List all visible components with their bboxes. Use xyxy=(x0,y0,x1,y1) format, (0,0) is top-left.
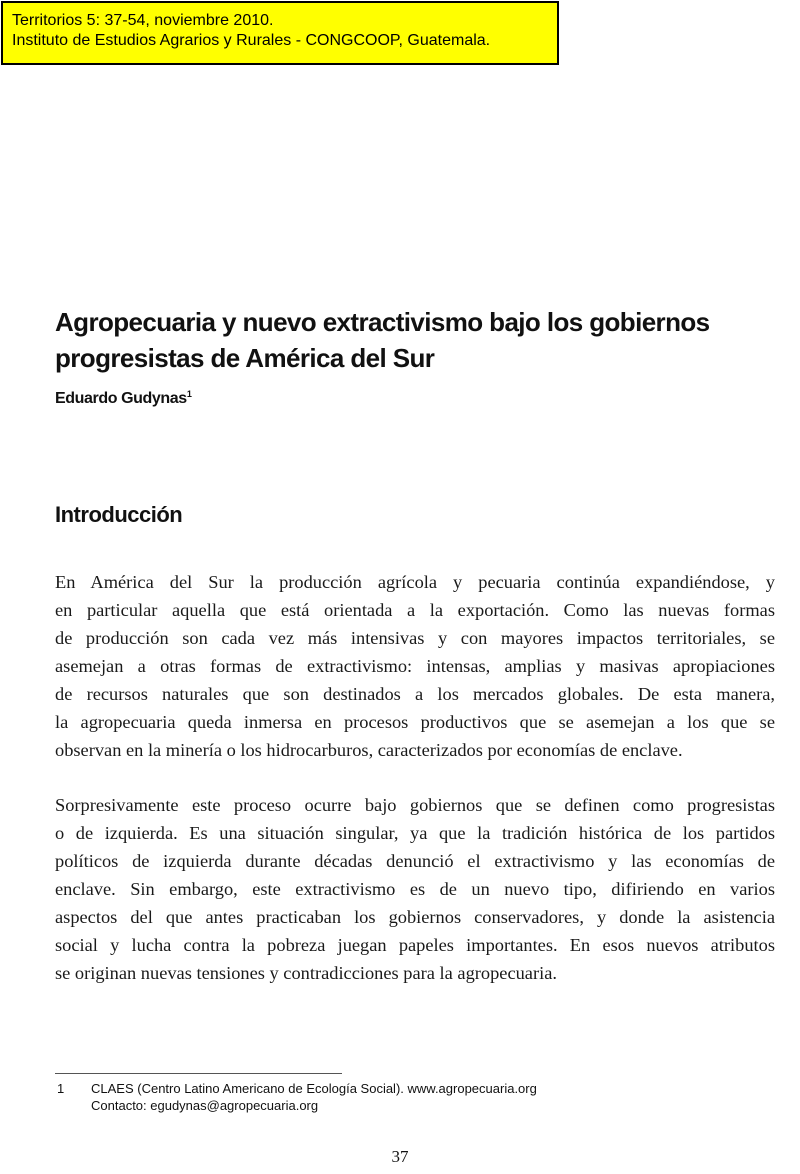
paragraph-line: En América del Sur la producción agrícola y pecuaria continúa expandiéndose, y xyxy=(55,572,775,592)
article-title-line: progresistas de América del Sur xyxy=(55,343,435,373)
paragraph-line: de recursos naturales que son destinados a los mercados globales. De esta manera, xyxy=(55,684,775,704)
paragraph-line: aspectos del que antes practicaban los gobiernos conservadores, y donde la asistencia xyxy=(55,907,775,927)
paragraph-line: asemejan a otras formas de extractivismo: intensas, amplias y masivas apropiaciones xyxy=(55,656,775,676)
paragraph-line: se originan nuevas tensiones y contradicciones para la agropecuaria. xyxy=(55,963,557,983)
paragraph-line: de producción son cada vez más intensivas y con mayores impactos territoriales, se xyxy=(55,628,775,648)
footnote-affiliation: CLAES (Centro Latino Americano de Ecología Social). www.agropecuaria.org xyxy=(91,1081,537,1096)
author-footnote-mark: 1 xyxy=(186,389,192,399)
paragraph-line: la agropecuaria queda inmersa en procesos productivos que se asemejan a los que se xyxy=(55,712,775,732)
paragraph-line: enclave. Sin embargo, este extractivismo es de un nuevo tipo, difiriendo en varios xyxy=(55,879,775,899)
footnote-divider xyxy=(55,1073,342,1074)
paragraph-line: políticos de izquierda durante décadas denunció el extractivismo y las economías de xyxy=(55,851,775,871)
body-paragraph-2 xyxy=(55,791,775,987)
paragraph-line: en particular aquella que está orientada a la exportación. Como las nuevas formas xyxy=(55,600,775,620)
citation-line-2: Instituto de Estudios Agrarios y Rurales - CONGCOOP, Guatemala. xyxy=(12,32,491,49)
paragraph-line: observan en la minería o los hidrocarburos, caracterizados por economías de enclave. xyxy=(55,740,683,760)
paragraph-line: Sorpresivamente este proceso ocurre bajo gobiernos que se definen como progresistas xyxy=(55,795,775,815)
page-number: 37 xyxy=(391,1147,409,1166)
paragraph-line: social y lucha contra la pobreza juegan papeles importantes. En esos nuevos atributos xyxy=(55,935,775,955)
article-title xyxy=(55,304,775,376)
footnote xyxy=(55,1080,755,1114)
section-heading: Introducción xyxy=(55,502,183,527)
journal-citation-stamp xyxy=(1,1,559,65)
author-name: Eduardo Gudynas xyxy=(55,390,187,407)
body-paragraph-1 xyxy=(55,568,775,764)
footnote-contact: Contacto: egudynas@agropecuaria.org xyxy=(91,1098,319,1113)
paragraph-line: o de izquierda. Es una situación singular, ya que la tradición histórica de los partidos xyxy=(55,823,775,843)
footnote-number: 1 xyxy=(57,1081,65,1096)
article-title-line: Agropecuaria y nuevo extractivismo bajo los gobiernos xyxy=(55,307,710,337)
citation-line-1: Territorios 5: 37-54, noviembre 2010. xyxy=(12,12,274,29)
author-line xyxy=(55,388,191,410)
